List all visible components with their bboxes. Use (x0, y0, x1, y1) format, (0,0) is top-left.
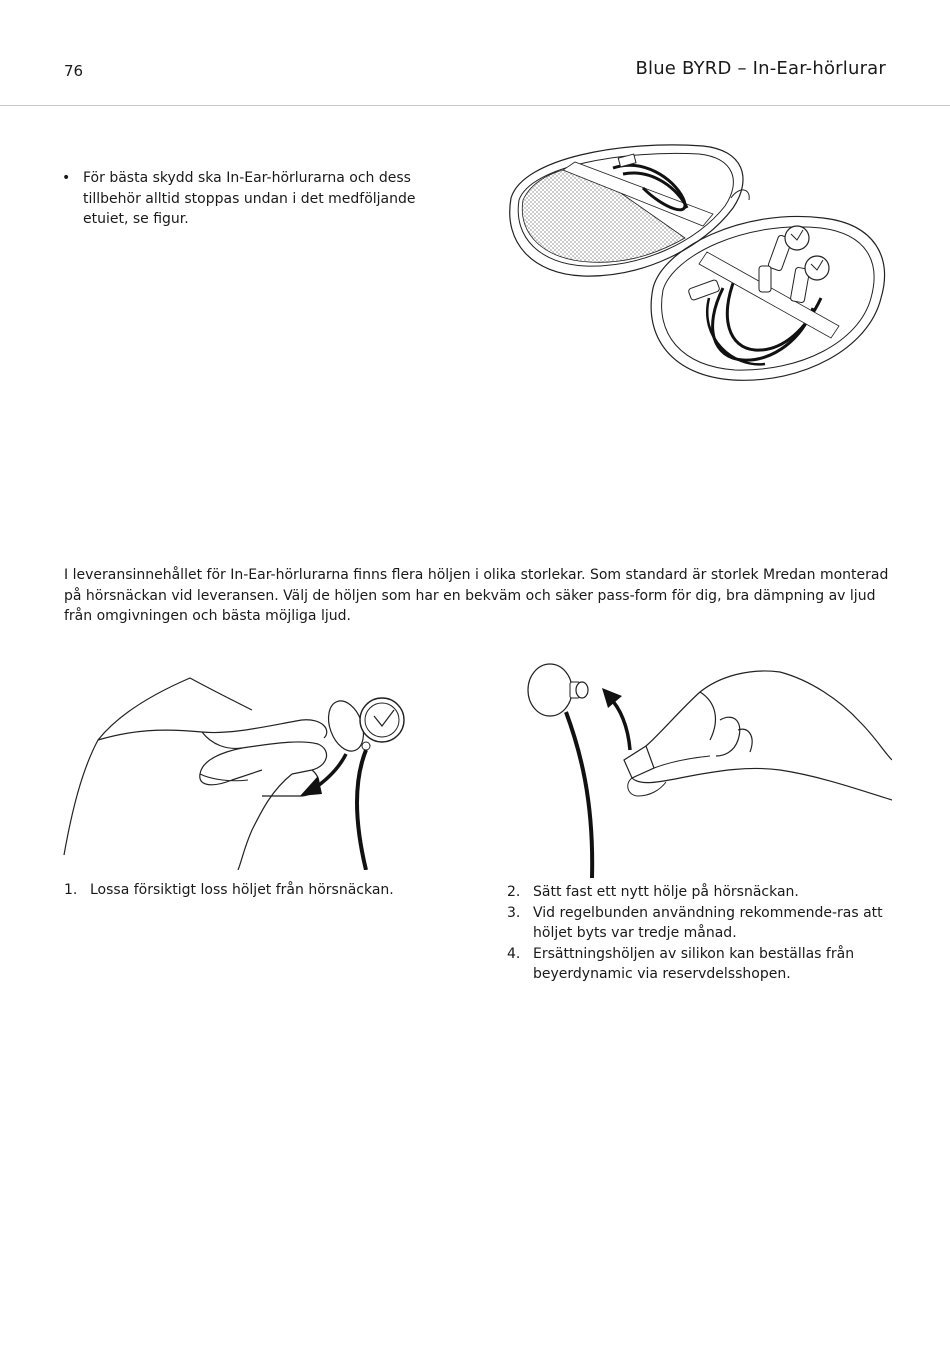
attach-eartip-illustration-icon (520, 650, 892, 878)
step-number: 1. (64, 882, 78, 898)
bullet-marker: • (62, 170, 71, 186)
intro-paragraph: I leveransinnehållet för In-Ear-hörlurarna finns flera höljen i olika storlekar. Som standard är storlek Mredan monterad på hörsnäckan vid leveransen. Välj de höljen som har en bekväm och säker pass-form för dig, bra dämpning av ljud från omgivningen och bästa möjliga ljud. (64, 567, 889, 624)
steps-list-left (64, 880, 464, 901)
list-item (64, 880, 464, 901)
header-divider (0, 105, 950, 106)
bullet-item (62, 168, 442, 230)
page-number: 76 (64, 62, 84, 80)
bullet-text: För bästa skydd ska In-Ear-hörlurarna och dess tillbehör alltid stoppas undan i det medföljande etuiet, se figur. (83, 170, 416, 227)
step-text: Vid regelbunden användning rekommende-ras att höljet byts var tredje månad. (533, 904, 883, 941)
steps-list-right (507, 882, 897, 985)
document-title: Blue BYRD – In-Ear-hörlurar (635, 58, 886, 79)
remove-eartip-illustration-icon (62, 670, 424, 870)
step-text: Lossa försiktigt loss höljet från hörsnäckan. (90, 882, 394, 898)
step-number: 2. (507, 884, 521, 900)
step-number: 4. (507, 945, 521, 962)
list-item (507, 882, 897, 903)
step-number: 3. (507, 904, 521, 921)
list-item (507, 903, 897, 944)
case-illustration-icon (503, 138, 889, 386)
step-text: Ersättningshöljen av silikon kan beställas från beyerdynamic via reservdelsshopen. (533, 945, 855, 982)
list-item (507, 944, 897, 985)
step-text: Sätt fast ett nytt hölje på hörsnäckan. (533, 884, 799, 900)
